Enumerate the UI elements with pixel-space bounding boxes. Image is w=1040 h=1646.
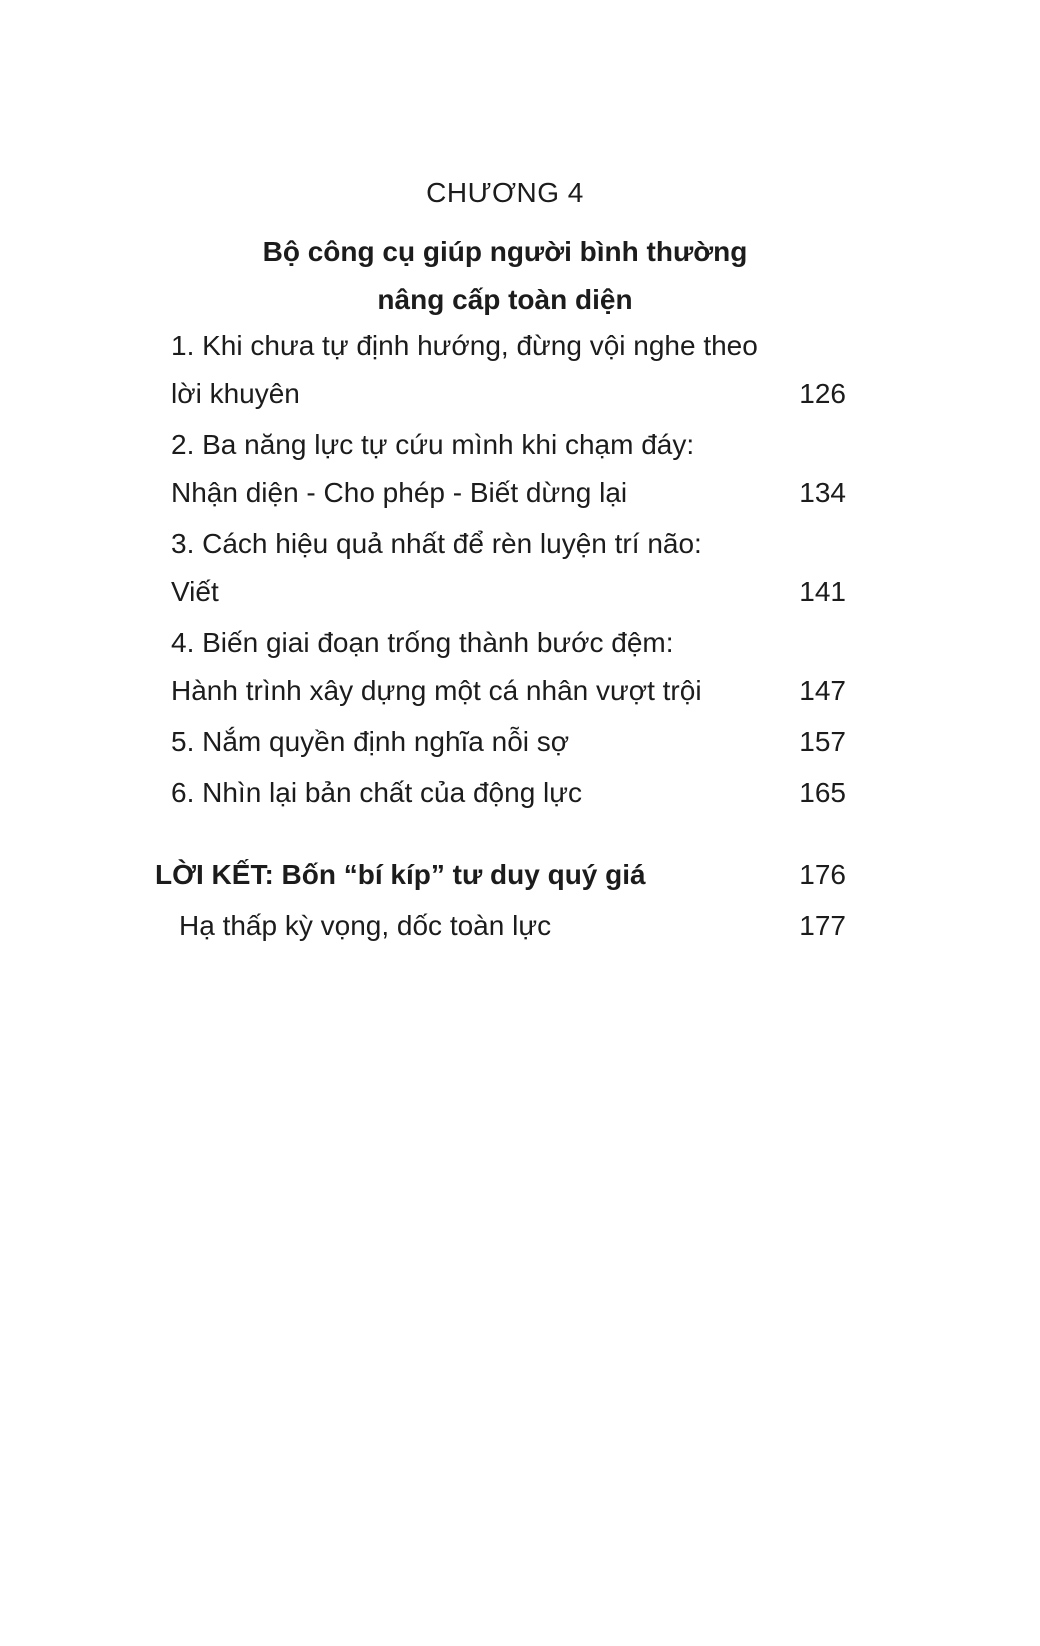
toc-entry-line: 5. Nắm quyền định nghĩa nỗi sợ (171, 726, 570, 757)
toc-entry-title (179, 902, 799, 950)
toc-page-number: 157 (799, 726, 846, 757)
toc-page-number: 126 (799, 378, 846, 409)
toc-page-number: 147 (799, 675, 846, 706)
toc-entry-line: Nhận diện - Cho phép - Biết dừng lại (171, 477, 628, 508)
toc-entry-line: 4. Biến giai đoạn trống thành bước đệm: (171, 627, 674, 658)
table-of-contents (0, 322, 1040, 950)
toc-entry-title (171, 718, 791, 766)
toc-sub-entry[interactable] (0, 902, 1040, 950)
toc-entry-3[interactable] (0, 520, 1040, 616)
toc-entry-line: lời khuyên (171, 378, 300, 409)
chapter-label: CHƯƠNG 4 (426, 177, 584, 208)
toc-entry-line: 2. Ba năng lực tự cứu mình khi chạm đáy: (171, 429, 695, 460)
toc-entry-title (171, 421, 791, 517)
toc-entry-line: Hành trình xây dựng một cá nhân vượt trội (171, 675, 702, 706)
toc-page-number: 176 (799, 859, 846, 890)
toc-page-number: 177 (799, 910, 846, 941)
toc-page-number: 165 (799, 777, 846, 808)
toc-page-number: 141 (799, 576, 846, 607)
toc-entry-2[interactable] (0, 421, 1040, 517)
chapter-title-line: nâng cấp toàn diện (377, 284, 633, 315)
toc-entry-6[interactable] (0, 769, 1040, 817)
toc-entry-title (171, 322, 791, 418)
toc-entry-line: Viết (171, 576, 219, 607)
toc-entry-line: 6. Nhìn lại bản chất của động lực (171, 777, 583, 808)
toc-entry-title (155, 851, 775, 899)
toc-entry-1[interactable] (0, 322, 1040, 418)
toc-entry-title (171, 769, 791, 817)
toc-entry-4[interactable] (0, 619, 1040, 715)
toc-entry-title (171, 520, 791, 616)
toc-entry-line: 1. Khi chưa tự định hướng, đừng vội nghe theo (171, 330, 758, 361)
toc-entry-5[interactable] (0, 718, 1040, 766)
toc-entry-line: 3. Cách hiệu quả nhất để rèn luyện trí não: (171, 528, 702, 559)
chapter-title (0, 228, 1010, 324)
toc-entry-conclusion[interactable] (0, 851, 1040, 899)
toc-entry-line: Hạ thấp kỳ vọng, dốc toàn lực (179, 910, 552, 941)
toc-page-number: 134 (799, 477, 846, 508)
toc-entry-line: LỜI KẾT: Bốn “bí kíp” tư duy quý giá (155, 859, 646, 890)
chapter-title-line: Bộ công cụ giúp người bình thường (262, 236, 748, 267)
toc-entry-title (171, 619, 791, 715)
